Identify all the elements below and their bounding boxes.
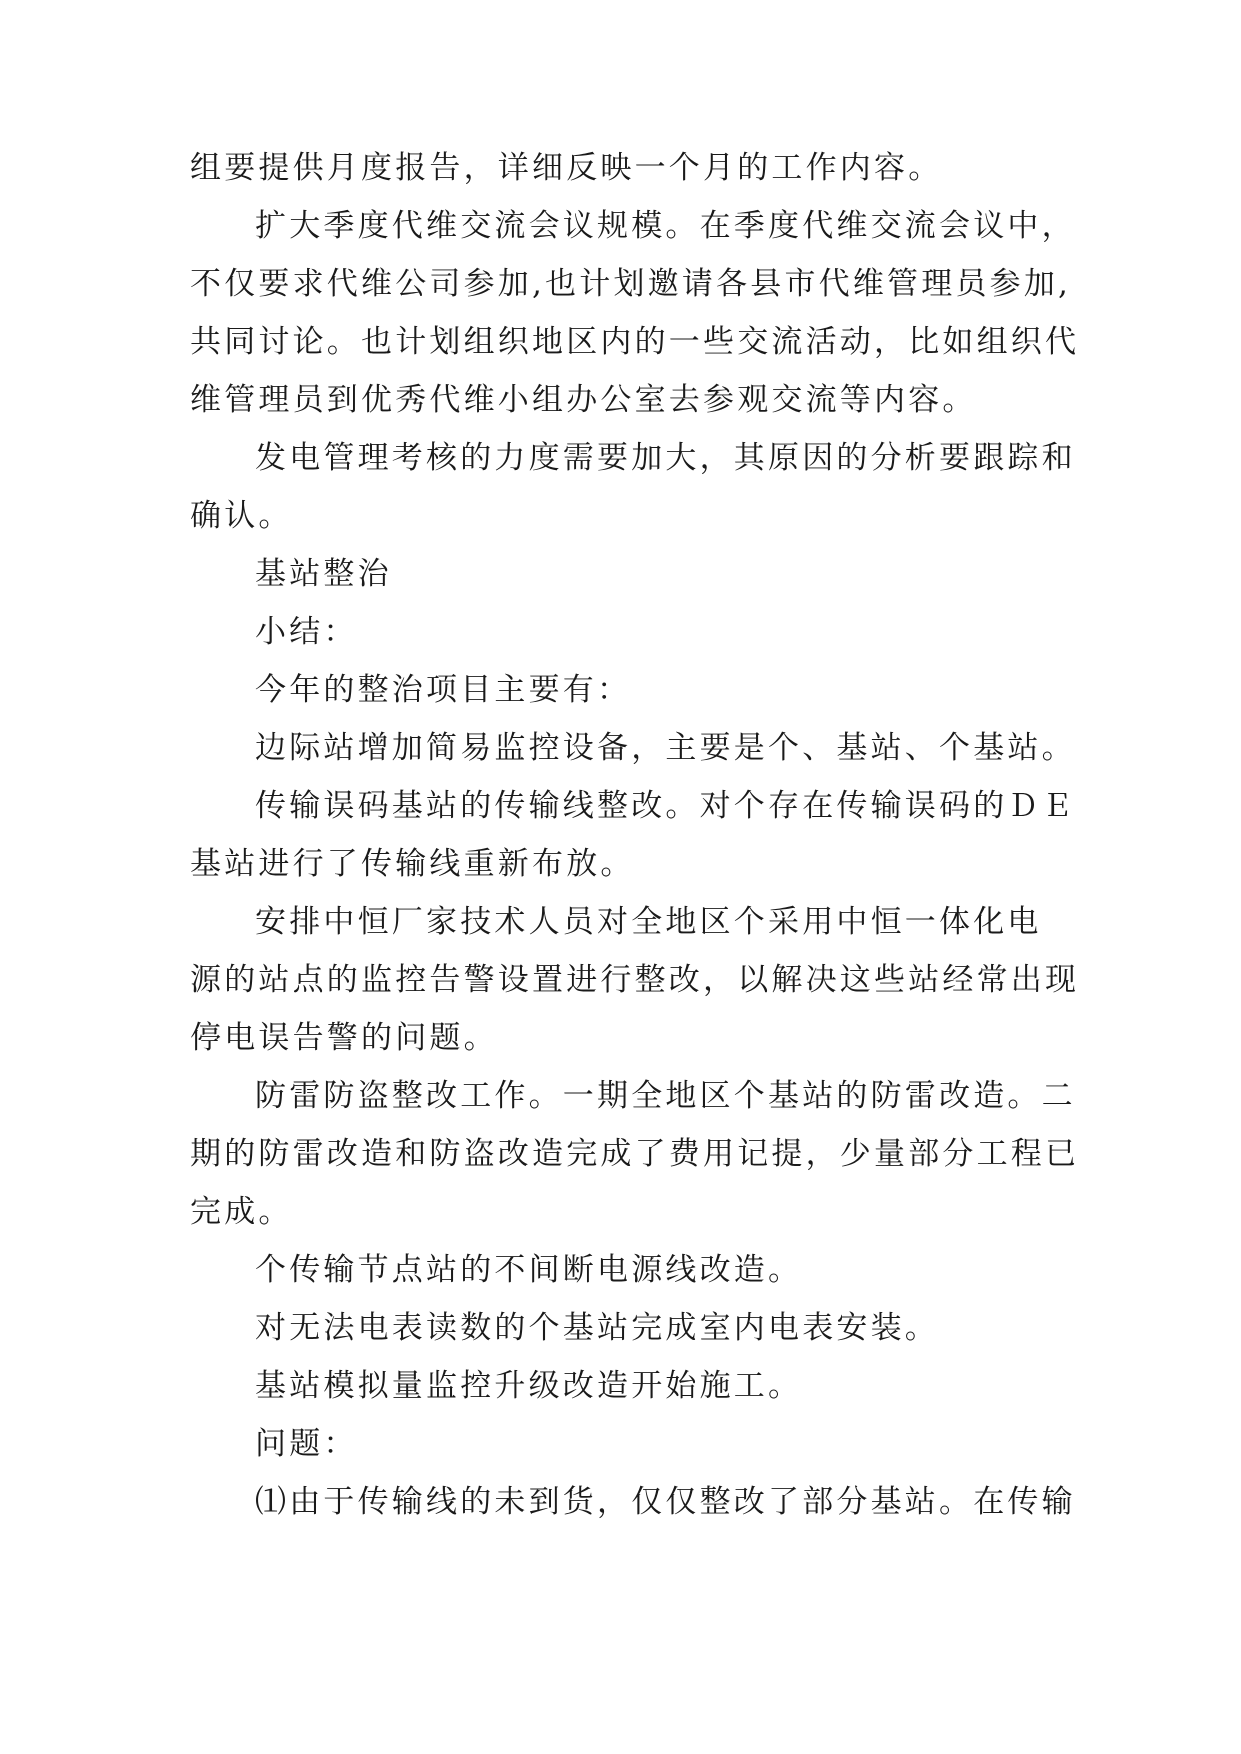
text-line: 安排中恒厂家技术人员对全地区个采用中恒一体化电 <box>255 904 1042 940</box>
text-line: 基站模拟量监控升级改造开始施工。 <box>255 1368 803 1404</box>
text-line: 共同讨论。也计划组织地区内的一些交流活动，比如组织代 <box>190 324 1080 360</box>
text-line: 发电管理考核的力度需要加大，其原因的分析要跟踪和 <box>255 440 1076 476</box>
text-line: 维管理员到优秀代维小组办公室去参观交流等内容。 <box>190 382 977 418</box>
section-heading: 基站整治 <box>255 556 392 592</box>
subheading: 小结： <box>255 614 358 650</box>
text-line: 确认。 <box>190 498 293 534</box>
text-line: ⑴由于传输线的未到货，仅仅整改了部分基站。在传输 <box>255 1484 1076 1520</box>
text-line: 停电误告警的问题。 <box>190 1020 498 1056</box>
text-line: 防雷防盗整改工作。一期全地区个基站的防雷改造。二 <box>255 1078 1076 1114</box>
subheading: 问题： <box>255 1426 358 1462</box>
text-line: 完成。 <box>190 1194 293 1230</box>
text-line: 今年的整治项目主要有： <box>255 672 632 708</box>
text-line: 对无法电表读数的个基站完成室内电表安装。 <box>255 1310 939 1346</box>
text-line: 个传输节点站的不间断电源线改造。 <box>255 1252 803 1288</box>
text-line: 期的防雷改造和防盗改造完成了费用记提，少量部分工程已 <box>190 1136 1080 1172</box>
text-line: 边际站增加简易监控设备，主要是个、基站、个基站。 <box>255 730 1076 766</box>
text-line: 源的站点的监控告警设置进行整改，以解决这些站经常出现 <box>190 962 1080 998</box>
text-line: 不仅要求代维公司参加,也计划邀请各县市代维管理员参加, <box>190 266 1072 302</box>
text-line: 扩大季度代维交流会议规模。在季度代维交流会议中， <box>255 208 1076 244</box>
text-line: 传输误码基站的传输线整改。对个存在传输误码的ＤＥ <box>255 788 1076 824</box>
text-line: 基站进行了传输线重新布放。 <box>190 846 635 882</box>
text-line: 组要提供月度报告，详细反映一个月的工作内容。 <box>190 150 943 186</box>
